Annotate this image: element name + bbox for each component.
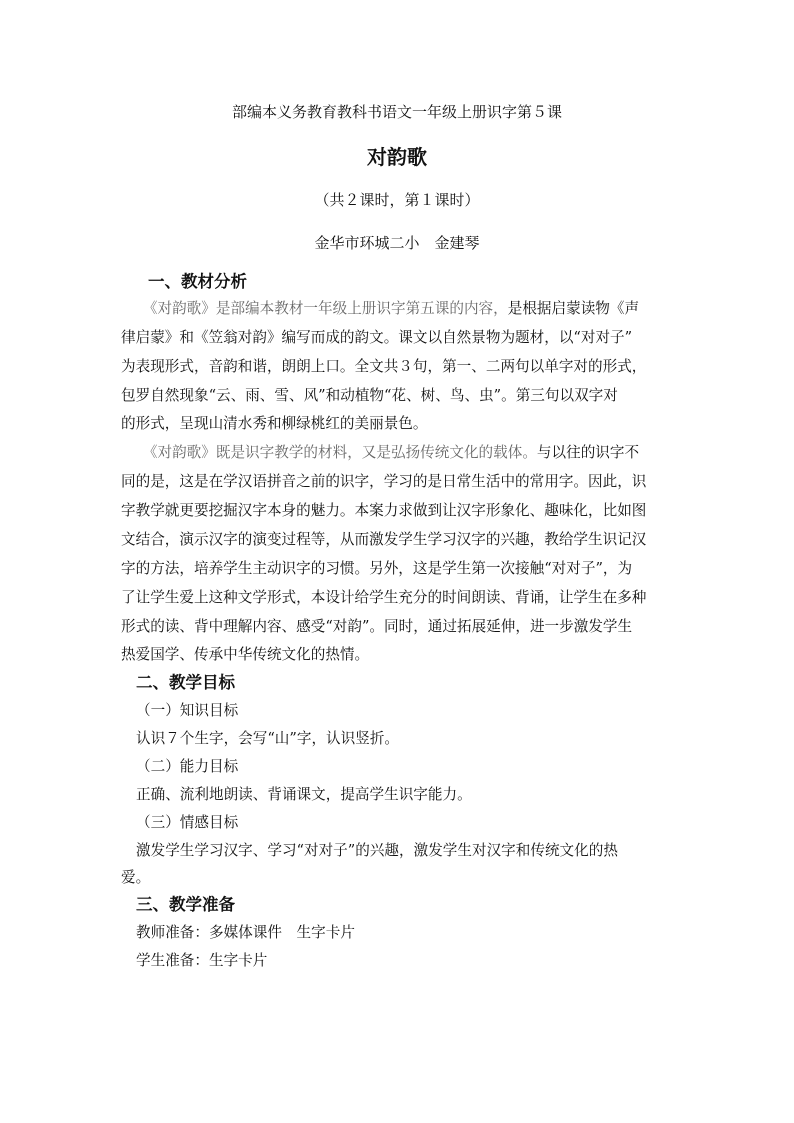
lesson-hours: （共２课时，第１课时） xyxy=(314,191,480,209)
teacher-preparation: 教师准备：多媒体课件 生字卡片 xyxy=(136,924,355,941)
paragraph-lead: 《对韵歌》是部编本教材一年级上册识字第五课的内容， xyxy=(121,300,508,317)
section-heading-goals: 二、教学目标 xyxy=(136,673,235,692)
paragraph-line: 热爱国学、传承中华传统文化的热情。 xyxy=(121,646,370,663)
goal-text-emotion: 激发学生学习汉字、学习“对对子”的兴趣，激发学生对汉字和传统文化的热 xyxy=(136,842,618,859)
goal-text-knowledge: 认识７个生字，会写“山”字，认识竖折。 xyxy=(136,730,400,747)
goal-text-emotion-cont: 爱。 xyxy=(121,869,151,886)
paragraph-line: 字教学就更要挖掘汉字本身的魅力。本案力求做到让汉字形象化、趣味化，比如图 xyxy=(121,502,647,519)
paragraph-line: 了让学生爱上这种文学形式，本设计给学生充分的时间朗读、背诵，让学生在多种 xyxy=(121,589,647,606)
paragraph-line xyxy=(121,297,691,318)
student-preparation: 学生准备：生字卡片 xyxy=(136,952,268,969)
section-heading-analysis: 一、教材分析 xyxy=(148,272,247,291)
goal-label-emotion: （三）情感目标 xyxy=(136,814,239,831)
paragraph-line: 字的方法，培养学生主动识字的习惯。另外，这是学生第一次接触“对对子”，为 xyxy=(121,560,633,577)
paragraph-line: 为表现形式，音韵和谐，朗朗上口。全文共３句，第一、二两句以单字对的形式， xyxy=(121,358,647,375)
author-line: 金华市环城二小 金建琴 xyxy=(314,234,480,252)
paragraph-text: 与以往的识字不 xyxy=(536,444,640,461)
page-title: 对韵歌 xyxy=(367,145,427,169)
paragraph-text: 是根据启蒙读物《声 xyxy=(507,300,640,317)
paragraph-lead: 《对韵歌》既是识字教学的材料，又是弘扬传统文化的载体。 xyxy=(121,444,537,461)
paragraph-line: 律启蒙》和《笠翁对韵》编写而成的韵文。课文以自然景物为题材，以“对对子” xyxy=(121,329,633,346)
section-heading-preparation: 三、教学准备 xyxy=(136,895,235,914)
paragraph-line: 形式的读、背中理解内容、感受“对韵”。同时，通过拓展延伸，进一步激发学生 xyxy=(121,618,633,635)
goal-label-ability: （二）能力目标 xyxy=(136,758,239,775)
paragraph-line xyxy=(121,441,691,462)
goal-label-knowledge: （一）知识目标 xyxy=(136,702,239,719)
goal-text-ability: 正确、流利地朗读、背诵课文，提高学生识字能力。 xyxy=(136,786,472,803)
paragraph-line: 的形式，呈现山清水秀和柳绿桃红的美丽景色。 xyxy=(121,415,428,432)
paragraph-line: 包罗自然现象“云、雨、雪、风”和动植物“花、树、鸟、虫”。第三句以双字对 xyxy=(121,387,618,404)
paragraph-line: 文结合，演示汉字的演变过程等，从而激发学生学习汉字的兴趣，教给学生识记汉 xyxy=(121,531,647,548)
lesson-subtitle: 部编本义务教育教科书语文一年级上册识字第５课 xyxy=(231,103,562,121)
paragraph-line: 同的是，这是在学汉语拼音之前的识字，学习的是日常生活中的常用字。因此，识 xyxy=(121,473,647,490)
